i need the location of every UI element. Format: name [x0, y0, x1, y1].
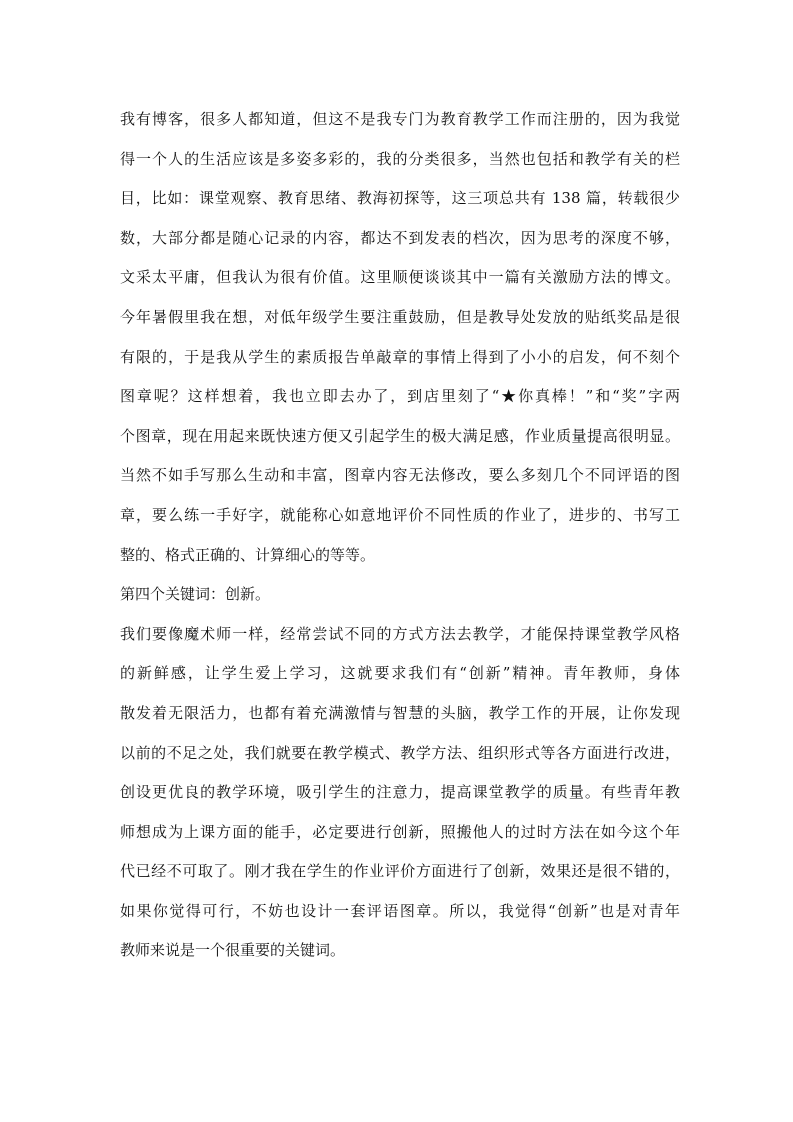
text-line: 目，比如：课堂观察、教育思绪、教海初探等，这三项总共有 138 篇，转载很少	[120, 189, 680, 208]
text-line: 文采太平庸，但我认为很有价值。这里顺便谈谈其中一篇有关激励方法的博文。	[120, 268, 680, 287]
text-line: 图章呢？这样想着，我也立即去办了，到店里刻了“★你真棒！”和“奖”字两	[120, 387, 680, 406]
text-line: 章，要么练一手好字，就能称心如意地评价不同性质的作业了，进步的、书写工	[120, 505, 680, 524]
text-line: 代已经不可取了。刚才我在学生的作业评价方面进行了创新，效果还是很不错的，	[120, 862, 680, 881]
text-line: 创设更优良的教学环境，吸引学生的注意力，提高课堂教学的质量。有些青年教	[120, 783, 680, 802]
text-line: 整的、格式正确的、计算细心的等等。	[120, 545, 376, 564]
text-line: 有限的，于是我从学生的素质报告单敲章的事情上得到了小小的启发，何不刻个	[120, 347, 680, 366]
text-line: 教师来说是一个很重要的关键词。	[120, 941, 346, 960]
text-line: 数，大部分都是随心记录的内容，都达不到发表的档次，因为思考的深度不够，	[120, 228, 680, 247]
text-line: 个图章，现在用起来既快速方便又引起学生的极大满足感，作业质量提高很明显。	[120, 426, 680, 445]
text-line: 的新鲜感，让学生爱上学习，这就要求我们有“创新”精神。青年教师，身体	[120, 664, 680, 683]
text-line: 当然不如手写那么生动和丰富，图章内容无法修改，要么多刻几个不同评语的图	[120, 466, 680, 485]
text-line: 我有博客，很多人都知道，但这不是我专门为教育教学工作而注册的，因为我觉	[120, 110, 680, 128]
text-line: 今年暑假里我在想，对低年级学生要注重鼓励，但是教导处发放的贴纸奖品是很	[120, 307, 680, 326]
text-line: 以前的不足之处，我们就要在教学模式、教学方法、组织形式等各方面进行改进，	[120, 743, 680, 762]
text-line: 师想成为上课方面的能手，必定要进行创新，照搬他人的过时方法在如今这个年	[120, 822, 680, 841]
text-line: 得一个人的生活应该是多姿多彩的，我的分类很多，当然也包括和教学有关的栏	[120, 149, 680, 168]
text-line: 散发着无限活力，也都有着充满激情与智慧的头脑，教学工作的开展，让你发现	[120, 703, 680, 722]
text-line: 第四个关键词：创新。	[120, 585, 271, 604]
body-text	[120, 100, 680, 971]
text-line: 如果你觉得可行，不妨也设计一套评语图章。所以，我觉得“创新”也是对青年	[120, 901, 680, 920]
text-line: 我们要像魔术师一样，经常尝试不同的方式方法去教学，才能保持课堂教学风格	[120, 624, 680, 643]
